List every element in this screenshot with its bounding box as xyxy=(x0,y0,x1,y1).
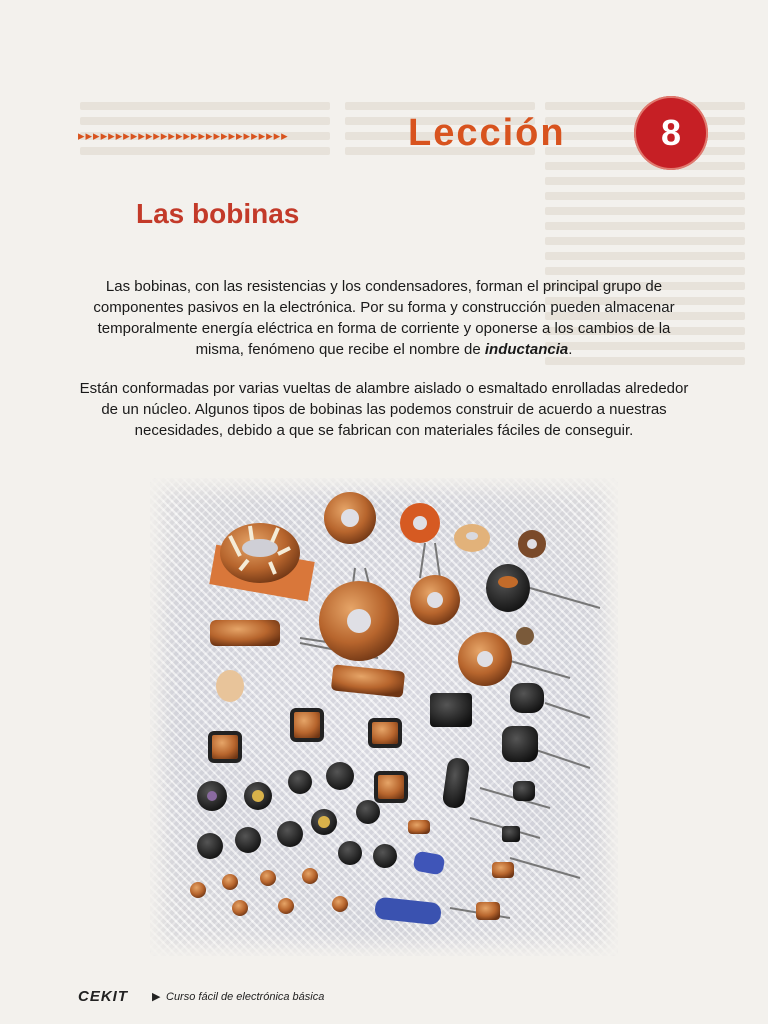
bleed-through-header xyxy=(580,40,768,64)
lesson-number-badge: 8 xyxy=(634,96,708,170)
intro-text: Las bobinas, con las resistencias y los condensadores, forman el principal grupo de componentes pasivos en la electrónica. Por su forma y construcción pueden almacenar temporalmente energía eléctrica en forma de corriente y oponerse a los cambios de la misma, fenómeno que recibe el nombre de xyxy=(93,278,675,358)
cekit-logo: CEKIT xyxy=(78,988,128,1005)
inductors-photo xyxy=(150,478,618,956)
inductance-term: inductancia xyxy=(484,341,569,358)
intro-paragraph xyxy=(78,276,690,360)
page-title: Las bobinas xyxy=(136,198,300,229)
inductors-illustration xyxy=(150,478,618,956)
intro-end: . xyxy=(568,341,573,358)
arrow-decoration: ▸▸▸▸▸▸▸▸▸▸▸▸▸▸▸▸▸▸▸▸▸▸▸▸▸▸▸▸ xyxy=(78,128,289,143)
lesson-label: Lección xyxy=(408,112,566,154)
second-paragraph: Están conformadas por varias vueltas de alambre aislado o esmaltado enrolladas alrededor de un núcleo. Algunos tipos de bobinas las podemos construir de acuerdo a nuestras necesidades, debido a que se fabrican con materiales fáciles de conseguir. xyxy=(79,380,689,439)
footer-arrow-icon: ▶ xyxy=(152,991,161,1003)
lesson-header xyxy=(78,112,698,158)
footer-course-title: Curso fácil de electrónica básica xyxy=(166,991,325,1003)
